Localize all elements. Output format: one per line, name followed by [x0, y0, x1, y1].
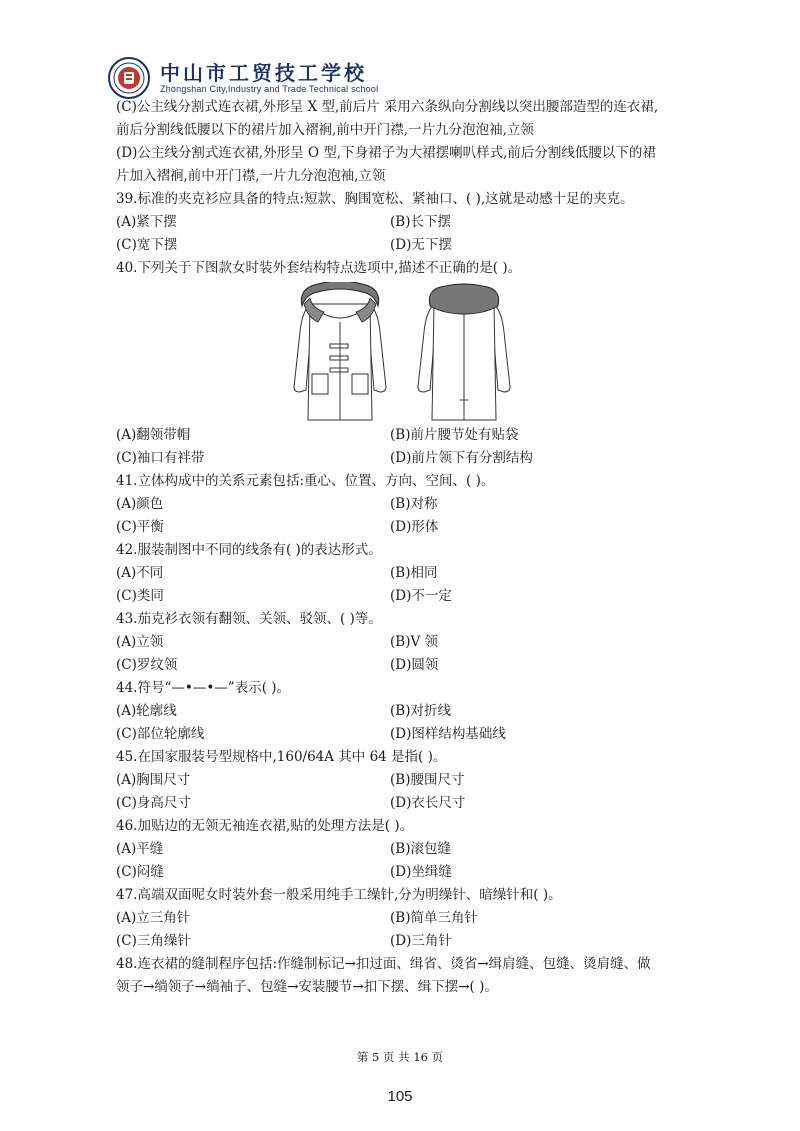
option-d: (D)不一定	[390, 588, 452, 604]
options-row	[116, 234, 696, 257]
option-b: (B)对称	[390, 496, 438, 512]
option-c: (C)袖口有袢带	[116, 450, 205, 466]
option-a: (A)轮廓线	[116, 703, 177, 719]
option-b: (B)前片腰节处有贴袋	[390, 427, 519, 443]
option-b: (B)长下摆	[390, 214, 451, 230]
option-a: (A)紧下摆	[116, 214, 177, 230]
option-a: (A)胸围尺寸	[116, 772, 191, 788]
option-a: (A)翻领带帽	[116, 427, 191, 443]
question-42: 42.服装制图中不同的线条有( )的表达形式。	[116, 542, 382, 558]
option-d: (D)圆领	[390, 657, 439, 673]
school-name-en: Zhongshan City,Industry and Trade Technical school	[160, 83, 379, 94]
options-row	[116, 493, 696, 516]
options-row	[116, 424, 696, 447]
option-a: (A)不同	[116, 565, 164, 581]
option-text: 片加入褶裥,前中开门襟,一片九分泡泡袖,立领	[116, 168, 386, 184]
option-b: (B)V 领	[390, 634, 438, 650]
option-d: (D)衣长尺寸	[390, 795, 466, 811]
option-b: (B)腰围尺寸	[390, 772, 465, 788]
option-d: (D)三角针	[390, 933, 452, 949]
options-row	[116, 562, 696, 585]
option-text: (C)公主线分割式连衣裙,外形呈 X 型,前后片 采用六条纵向分割线以突出腰部造型的连衣裙,	[116, 99, 659, 115]
options-row	[116, 654, 696, 677]
question-48: 48.连衣裙的缝制程序包括:作缝制标记→扣过面、缉省、烫省→缉肩缝、包缝、烫肩缝、做	[116, 956, 651, 972]
option-c: (C)罗纹领	[116, 657, 178, 673]
option-b: (B)简单三角针	[390, 910, 478, 926]
options-row	[116, 861, 696, 884]
options-row	[116, 447, 696, 470]
option-d: (D)前片领下有分割结构	[390, 450, 533, 466]
option-a: (A)平缝	[116, 841, 164, 857]
options-row	[116, 631, 696, 654]
options-row	[116, 907, 696, 930]
option-d: (D)形体	[390, 519, 439, 535]
options-row	[116, 700, 696, 723]
question-46: 46.加贴边的无领无袖连衣裙,贴的处理方法是( )。	[116, 818, 414, 834]
options-row	[116, 211, 696, 234]
coat-front-view-icon	[288, 282, 392, 422]
option-c: (C)平衡	[116, 519, 164, 535]
option-d: (D)无下摆	[390, 237, 452, 253]
option-a: (A)颜色	[116, 496, 164, 512]
options-row	[116, 792, 696, 815]
option-d: (D)图样结构基础线	[390, 726, 506, 742]
options-row	[116, 838, 696, 861]
question-41: 41.立体构成中的关系元素包括:重心、位置、方向、空间、( )。	[116, 473, 495, 489]
option-text: 前后分割线低腰以下的裙片加入褶裥,前中开门襟,一片九分泡泡袖,立领	[116, 122, 534, 138]
options-row	[116, 723, 696, 746]
school-name-cn: 中山市工贸技工学校	[160, 60, 367, 85]
school-logo-icon	[108, 57, 150, 99]
question-47: 47.高端双面呢女时装外套一般采用纯手工缲针,分为明缲针、暗缲针和( )。	[116, 887, 562, 903]
question-40: 40.下列关于下图款女时装外套结构特点选项中,描述不正确的是( )。	[116, 260, 522, 276]
school-header	[108, 58, 378, 98]
option-a: (A)立三角针	[116, 910, 191, 926]
question-43: 43.茄克衫衣领有翻领、关领、驳领、( )等。	[116, 611, 382, 627]
option-c: (C)闷缝	[116, 864, 164, 880]
option-b: (B)滚包缝	[390, 841, 451, 857]
options-row	[116, 585, 696, 608]
coat-back-view-icon	[412, 282, 516, 422]
coat-illustration	[116, 280, 696, 424]
option-c: (C)身高尺寸	[116, 795, 191, 811]
page-number: 105	[387, 1088, 413, 1105]
option-d: (D)坐缉缝	[390, 864, 452, 880]
option-text: (D)公主线分割式连衣裙,外形呈 O 型,下身裙子为大裙摆喇叭样式,前后分割线低腰以下的裙	[116, 145, 656, 161]
question-39: 39.标准的夹克衫应具备的特点:短款、胸围宽松、紧袖口、( ),这就是动感十足的夹克。	[116, 191, 634, 207]
exam-content	[116, 96, 696, 999]
page-label: 第 5 页 共 16 页	[356, 1050, 444, 1064]
options-row	[116, 930, 696, 953]
option-c: (C)宽下摆	[116, 237, 178, 253]
options-row	[116, 769, 696, 792]
option-c: (C)类同	[116, 588, 164, 604]
option-c: (C)部位轮廓线	[116, 726, 205, 742]
question-44: 44.符号“—•—•—”表示( )。	[116, 680, 291, 696]
option-a: (A)立领	[116, 634, 164, 650]
option-c: (C)三角缲针	[116, 933, 191, 949]
question-48-continued: 领子→绱领子→绱袖子、包缝→安装腰节→扣下摆、缉下摆→( )。	[116, 979, 498, 995]
option-b: (B)对折线	[390, 703, 451, 719]
options-row	[116, 516, 696, 539]
option-b: (B)相同	[390, 565, 438, 581]
question-45: 45.在国家服装号型规格中,160/64A 其中 64 是指( )。	[116, 749, 447, 765]
